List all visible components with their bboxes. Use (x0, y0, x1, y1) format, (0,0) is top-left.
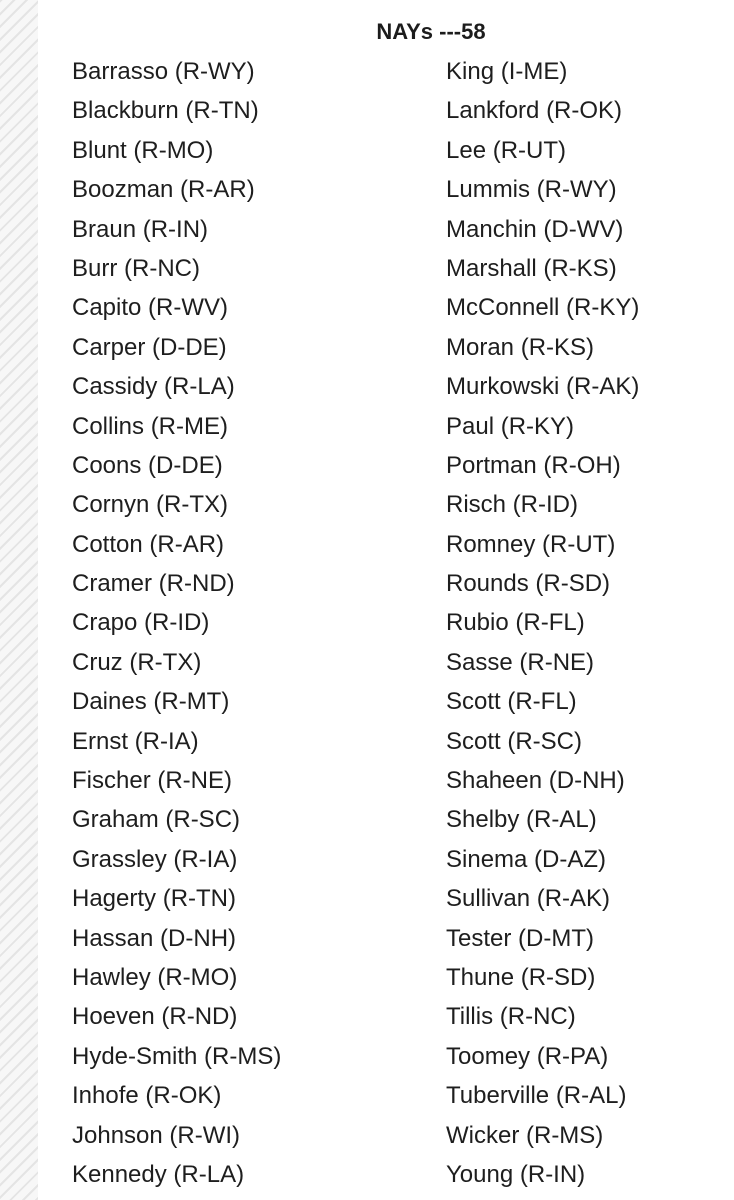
senator-entry: Scott (R-FL) (446, 688, 577, 716)
right-senator-column (446, 52, 639, 1194)
senator-entry: Cotton (R-AR) (72, 530, 225, 558)
senator-entry: Ernst (R-IA) (72, 727, 199, 755)
senator-entry: Daines (R-MT) (72, 688, 230, 716)
senator-entry: Shelby (R-AL) (446, 806, 597, 834)
senator-entry: Sinema (D-AZ) (446, 845, 607, 873)
senator-entry: Braun (R-IN) (72, 215, 209, 243)
senator-entry: Hyde-Smith (R-MS) (72, 1042, 282, 1070)
senator-entry: Marshall (R-KS) (446, 254, 617, 282)
senator-entry: Coons (D-DE) (72, 451, 223, 479)
hatched-margin (0, 0, 38, 1200)
senator-entry: Cassidy (R-LA) (72, 373, 235, 401)
senator-entry: Cramer (R-ND) (72, 570, 235, 598)
senator-entry: Manchin (D-WV) (446, 215, 624, 243)
senator-entry: Lankford (R-OK) (446, 97, 623, 125)
senator-entry: Moran (R-KS) (446, 333, 595, 361)
senator-entry: Hawley (R-MO) (72, 963, 238, 991)
senator-entry: Graham (R-SC) (72, 806, 241, 834)
senator-entry: Portman (R-OH) (446, 451, 621, 479)
senator-entry: Inhofe (R-OK) (72, 1082, 222, 1110)
senator-entry: Fischer (R-NE) (72, 767, 232, 795)
senator-entry: Crapo (R-ID) (72, 609, 210, 637)
senator-entry: Collins (R-ME) (72, 412, 228, 440)
nays-heading: NAYs ---58 (376, 19, 486, 44)
senator-entry: Thune (R-SD) (446, 963, 596, 991)
senator-entry: King (I-ME) (446, 58, 568, 85)
senator-entry: Cornyn (R-TX) (72, 491, 229, 519)
senator-entry: Rounds (R-SD) (446, 570, 611, 598)
senator-entry: Johnson (R-WI) (72, 1121, 241, 1149)
senator-entry: Blackburn (R-TN) (72, 97, 259, 125)
senator-entry: McConnell (R-KY) (446, 294, 640, 322)
senator-entry: Grassley (R-IA) (72, 845, 238, 873)
senator-entry: Murkowski (R-AK) (446, 373, 640, 401)
senator-entry: Boozman (R-AR) (72, 176, 255, 204)
senator-entry: Tuberville (R-AL) (446, 1082, 627, 1110)
senator-entry: Lee (R-UT) (446, 136, 567, 164)
senator-entry: Paul (R-KY) (446, 412, 575, 440)
senator-entry: Carper (D-DE) (72, 333, 227, 361)
senator-entry: Toomey (R-PA) (446, 1042, 609, 1070)
senator-entry: Capito (R-WV) (72, 294, 229, 322)
senator-entry: Blunt (R-MO) (72, 136, 214, 164)
senator-entry: Romney (R-UT) (446, 530, 616, 558)
senator-entry: Sullivan (R-AK) (446, 885, 611, 913)
senator-entry: Young (R-IN) (446, 1160, 586, 1188)
senator-entry: Hassan (D-NH) (72, 924, 237, 952)
senator-entry: Shaheen (D-NH) (446, 767, 625, 795)
senator-entry: Rubio (R-FL) (446, 609, 585, 637)
senator-entry: Burr (R-NC) (72, 254, 200, 282)
senator-entry: Lummis (R-WY) (446, 176, 617, 204)
senator-entry: Hoeven (R-ND) (72, 1003, 238, 1031)
senator-entry: Tillis (R-NC) (446, 1003, 576, 1031)
senator-entry: Cruz (R-TX) (72, 648, 202, 676)
vote-list-document (38, 0, 734, 1200)
senator-entry: Risch (R-ID) (446, 491, 578, 519)
senator-entry: Tester (D-MT) (446, 924, 594, 952)
senator-entry: Sasse (R-NE) (446, 648, 595, 676)
left-senator-column (72, 52, 281, 1194)
senator-entry: Scott (R-SC) (446, 727, 583, 755)
senator-entry: Wicker (R-MS) (446, 1121, 604, 1149)
senator-entry: Hagerty (R-TN) (72, 885, 237, 913)
senator-entry: Kennedy (R-LA) (72, 1160, 245, 1188)
senator-entry: Barrasso (R-WY) (72, 58, 255, 85)
